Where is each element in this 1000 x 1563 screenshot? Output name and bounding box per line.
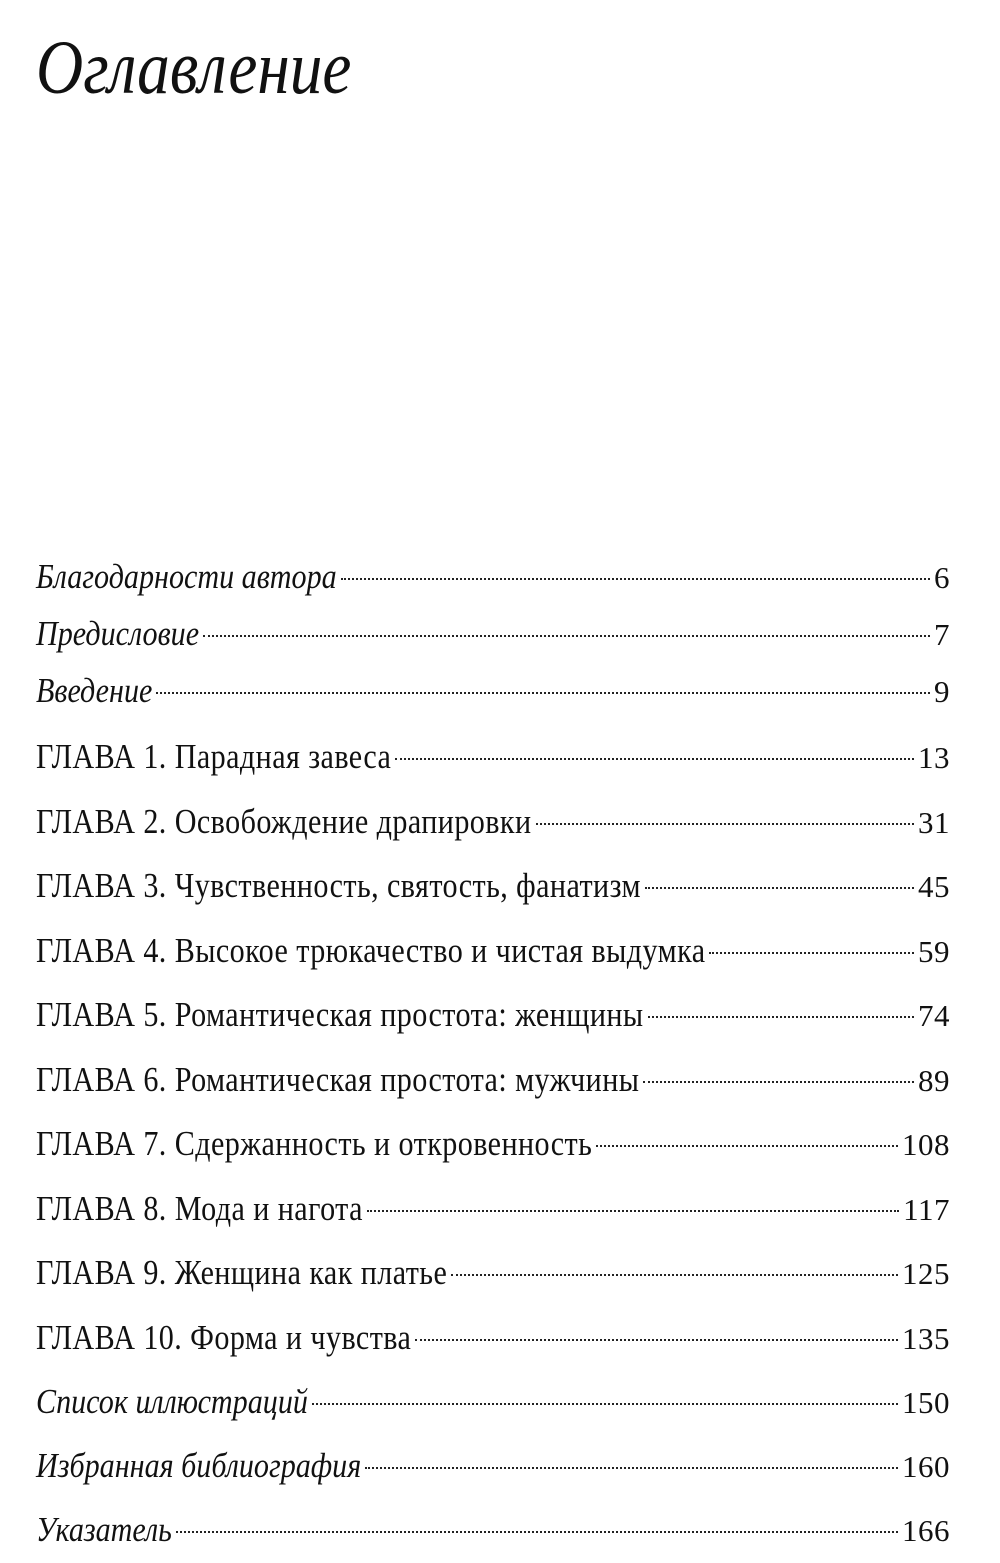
toc-page-number: 9 <box>934 674 950 709</box>
toc-entry-chapter-7[interactable] <box>36 1112 950 1177</box>
toc-entry-chapter-8[interactable] <box>36 1177 950 1242</box>
toc-page-number: 150 <box>902 1385 950 1420</box>
toc-entry-title: ГЛАВА 3. Чувственность, святость, фанатизм <box>36 866 641 905</box>
toc-entry-introduction[interactable] <box>36 662 950 719</box>
toc-entry-title: ГЛАВА 2. Освобождение драпировки <box>36 801 532 841</box>
toc-page-number: 117 <box>903 1191 950 1227</box>
toc-entry-chapter-1[interactable] <box>36 725 950 790</box>
table-of-contents <box>36 548 950 1562</box>
toc-entry-title: ГЛАВА 7. Сдержанность и откровенность <box>36 1124 593 1163</box>
dot-leader <box>415 1339 898 1341</box>
toc-entry-title: Благодарности автора <box>36 557 337 596</box>
toc-page-number: 135 <box>902 1320 950 1356</box>
toc-page-number: 166 <box>902 1513 950 1548</box>
dot-leader <box>648 1016 914 1018</box>
dot-leader <box>536 823 914 825</box>
toc-page-number: 108 <box>902 1127 950 1162</box>
toc-entry-title: Избранная библиография <box>36 1446 362 1485</box>
toc-entry-title: ГЛАВА 5. Романтическая простота: женщины <box>36 995 644 1034</box>
toc-entry-title: ГЛАВА 6. Романтическая простота: мужчины <box>36 1059 640 1099</box>
toc-entry-title: ГЛАВА 8. Мода и нагота <box>36 1188 363 1228</box>
toc-page-number: 31 <box>918 804 950 840</box>
toc-entry-bibliography[interactable] <box>36 1434 950 1498</box>
toc-entry-chapter-4[interactable] <box>36 919 950 984</box>
toc-entry-title: ГЛАВА 1. Парадная завеса <box>36 737 392 776</box>
dot-leader <box>596 1145 898 1147</box>
toc-entry-title: Введение <box>36 671 153 710</box>
toc-entry-chapter-3[interactable] <box>36 854 950 919</box>
toc-entry-title: ГЛАВА 9. Женщина как платье <box>36 1253 448 1292</box>
toc-entry-chapter-6[interactable] <box>36 1048 950 1113</box>
dot-leader <box>312 1403 898 1405</box>
toc-entry-title: Предисловие <box>36 614 200 653</box>
dot-leader <box>365 1467 898 1469</box>
dot-leader <box>395 758 914 760</box>
dot-leader <box>643 1081 914 1083</box>
toc-entry-chapter-2[interactable] <box>36 790 950 855</box>
toc-page-number: 45 <box>918 869 950 904</box>
toc-entry-index[interactable] <box>36 1498 950 1562</box>
toc-page-number: 13 <box>918 740 950 775</box>
toc-entry-list-of-illustrations[interactable] <box>36 1370 950 1434</box>
dot-leader <box>341 578 930 580</box>
toc-entry-title: Указатель <box>36 1510 172 1549</box>
dot-leader <box>367 1210 899 1212</box>
toc-page-number: 89 <box>918 1062 950 1098</box>
toc-entry-title: ГЛАВА 4. Высокое трюкачество и чистая выдумка <box>36 930 706 970</box>
toc-page-number: 59 <box>918 933 950 969</box>
dot-leader <box>203 635 930 637</box>
toc-page-number: 7 <box>934 617 950 652</box>
toc-page-number: 74 <box>918 998 950 1033</box>
dot-leader <box>176 1531 898 1533</box>
toc-page-number: 125 <box>902 1256 950 1291</box>
toc-entry-acknowledgements[interactable] <box>36 548 950 605</box>
dot-leader <box>156 692 930 694</box>
toc-entry-title: Список иллюстраций <box>36 1382 308 1421</box>
page-title: Оглавление <box>36 26 352 110</box>
toc-page-number: 160 <box>902 1449 950 1484</box>
dot-leader <box>709 952 914 954</box>
dot-leader <box>645 887 914 889</box>
toc-entry-chapter-5[interactable] <box>36 983 950 1048</box>
toc-entry-chapter-9[interactable] <box>36 1241 950 1306</box>
toc-entry-foreword[interactable] <box>36 605 950 662</box>
toc-page-number: 6 <box>934 560 950 595</box>
dot-leader <box>451 1274 898 1276</box>
toc-entry-chapter-10[interactable] <box>36 1306 950 1371</box>
toc-entry-title: ГЛАВА 10. Форма и чувства <box>36 1317 412 1357</box>
